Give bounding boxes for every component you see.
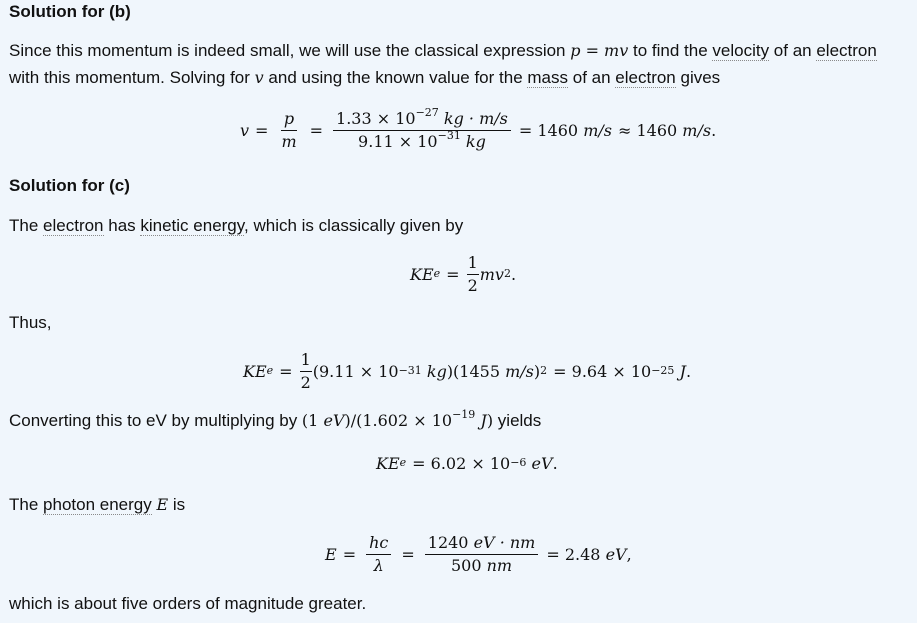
punct: , <box>626 544 632 564</box>
paragraph-photon-energy <box>9 495 185 515</box>
math-ke: KE <box>243 361 267 381</box>
math-hc: hc <box>369 532 389 552</box>
fraction-one-half <box>467 252 479 297</box>
math-approx: ≈ 1460 <box>617 120 678 140</box>
link-electron-2[interactable]: electron <box>615 68 676 87</box>
math-p: p <box>283 108 295 128</box>
text: with this momentum. Solving for <box>9 68 255 87</box>
unit: kg <box>426 361 447 381</box>
text-thus: Thus, <box>9 313 52 332</box>
denominator: 2 <box>300 372 311 392</box>
paren: ) <box>486 411 494 430</box>
paragraph-conclusion: which is about five orders of magnitude greater. <box>9 594 367 613</box>
paragraph-b-line1 <box>9 41 877 61</box>
value: 1240 <box>427 532 469 552</box>
numerator <box>281 108 297 131</box>
unit: eV <box>531 453 553 473</box>
math-rhs: = 6.02 × 10 <box>412 453 511 473</box>
paren: ) <box>533 361 541 381</box>
text: has <box>103 216 141 235</box>
text: of an <box>568 68 616 87</box>
punct: . <box>552 453 558 473</box>
exponent: −27 <box>415 105 439 119</box>
inline-math-v: v <box>254 68 264 87</box>
paragraph-b-line2 <box>9 68 720 88</box>
punct: . <box>711 120 717 140</box>
denominator <box>355 128 489 153</box>
text: Converting this to eV by multiplying by <box>9 411 302 430</box>
unit: eV <box>323 411 345 430</box>
heading-solution-b: Solution for (b) <box>9 2 131 21</box>
unit: J <box>480 411 487 430</box>
math-e: E <box>325 544 337 564</box>
link-photon-energy[interactable]: photon energy <box>43 495 152 514</box>
math-eq: = <box>255 120 269 140</box>
math-eq: = <box>309 120 324 140</box>
text: is <box>168 495 186 514</box>
unit: m/s <box>682 120 712 140</box>
punct: . <box>685 361 692 381</box>
text: Since this momentum is indeed small, we will use the classical expression <box>9 41 571 60</box>
value: (1 <box>301 411 319 430</box>
unit: eV <box>605 544 627 564</box>
numerator <box>333 105 511 131</box>
math-eq: = <box>401 544 415 564</box>
link-electron[interactable]: electron <box>816 41 877 60</box>
value: (9.11 × 10 <box>312 361 399 381</box>
fraction-one-half <box>300 349 312 394</box>
unit: kg <box>465 131 486 151</box>
math-rhs: = 9.64 × 10 <box>553 361 652 381</box>
math-m: m <box>281 131 297 151</box>
paragraph-c-line1 <box>9 216 463 236</box>
text: of an <box>769 41 817 60</box>
math-eq: = <box>342 544 357 564</box>
value: )/(1.602 × 10 <box>344 411 453 430</box>
math-eq: = <box>279 361 293 381</box>
equation-ke-ev: KE e = 6.02 × 10 −6 eV . <box>376 453 558 473</box>
punct: . <box>510 264 517 284</box>
math-sub-e: e <box>433 267 441 280</box>
link-mass[interactable]: mass <box>527 68 569 87</box>
text: to find the <box>628 41 713 60</box>
value: 500 <box>450 555 482 575</box>
text: and using the known value for the <box>263 68 528 87</box>
link-velocity[interactable]: velocity <box>712 41 770 60</box>
link-electron-3[interactable]: electron <box>43 216 104 235</box>
text: yields <box>493 411 542 430</box>
math-sub-e: e <box>266 364 274 377</box>
unit: m/s <box>505 361 534 381</box>
exponent: −19 <box>452 408 476 421</box>
math-lambda: λ <box>373 555 384 575</box>
unit: J <box>679 361 686 381</box>
text: The <box>9 495 44 514</box>
equation-kinetic-energy: KE e = $\frac{1}{2}$ mv 2 . <box>410 252 517 295</box>
fraction-p-over-m <box>278 108 299 153</box>
denominator <box>371 555 387 577</box>
value: )(1455 <box>446 361 501 381</box>
inline-math <box>301 408 494 430</box>
fraction-momentum-over-mass <box>333 105 511 153</box>
inline-math-p-mv: p = mv <box>570 41 629 60</box>
numerator <box>425 532 539 555</box>
equation-velocity <box>240 103 716 157</box>
denominator <box>278 131 299 153</box>
fraction-hc-value <box>425 532 539 577</box>
numerator: 1 <box>467 252 479 275</box>
math-v: v <box>240 120 250 140</box>
numerator <box>366 532 391 555</box>
unit: eV · nm <box>473 532 536 552</box>
equation-photon-energy <box>325 529 632 579</box>
denominator: 2 <box>467 275 478 295</box>
math-eq: = <box>446 264 460 284</box>
paragraph-converting <box>9 408 542 431</box>
math-ke: KE <box>376 453 400 473</box>
fraction-hc-over-lambda <box>366 532 391 577</box>
text: The <box>9 216 44 235</box>
math-mv: mv <box>479 264 504 284</box>
denominator <box>448 555 515 577</box>
text: gives <box>675 68 721 87</box>
unit: m/s <box>583 120 612 140</box>
link-kinetic-energy[interactable]: kinetic energy <box>140 216 245 235</box>
value: 9.11 × 10 <box>358 131 438 151</box>
math-sub-e: e <box>399 456 407 469</box>
numerator: 1 <box>300 349 312 372</box>
equation-ke-value: KE e = $\frac{1}{2}$ (9.11 × 10 −31 kg )(1455 m/s ) 2 = 9.64 × 10 −25 J . <box>243 349 692 392</box>
math-rhs: = 1460 <box>518 120 579 140</box>
math-ke: KE <box>410 264 434 284</box>
inline-math-e: E <box>156 495 169 514</box>
exponent: −31 <box>437 128 461 142</box>
math-rhs: = 2.48 <box>546 544 601 564</box>
value: 1.33 × 10 <box>336 108 416 128</box>
unit: nm <box>486 555 513 575</box>
text: , which is classically given by <box>244 216 464 235</box>
unit: kg · m/s <box>443 108 508 128</box>
heading-solution-c: Solution for (c) <box>9 176 130 195</box>
